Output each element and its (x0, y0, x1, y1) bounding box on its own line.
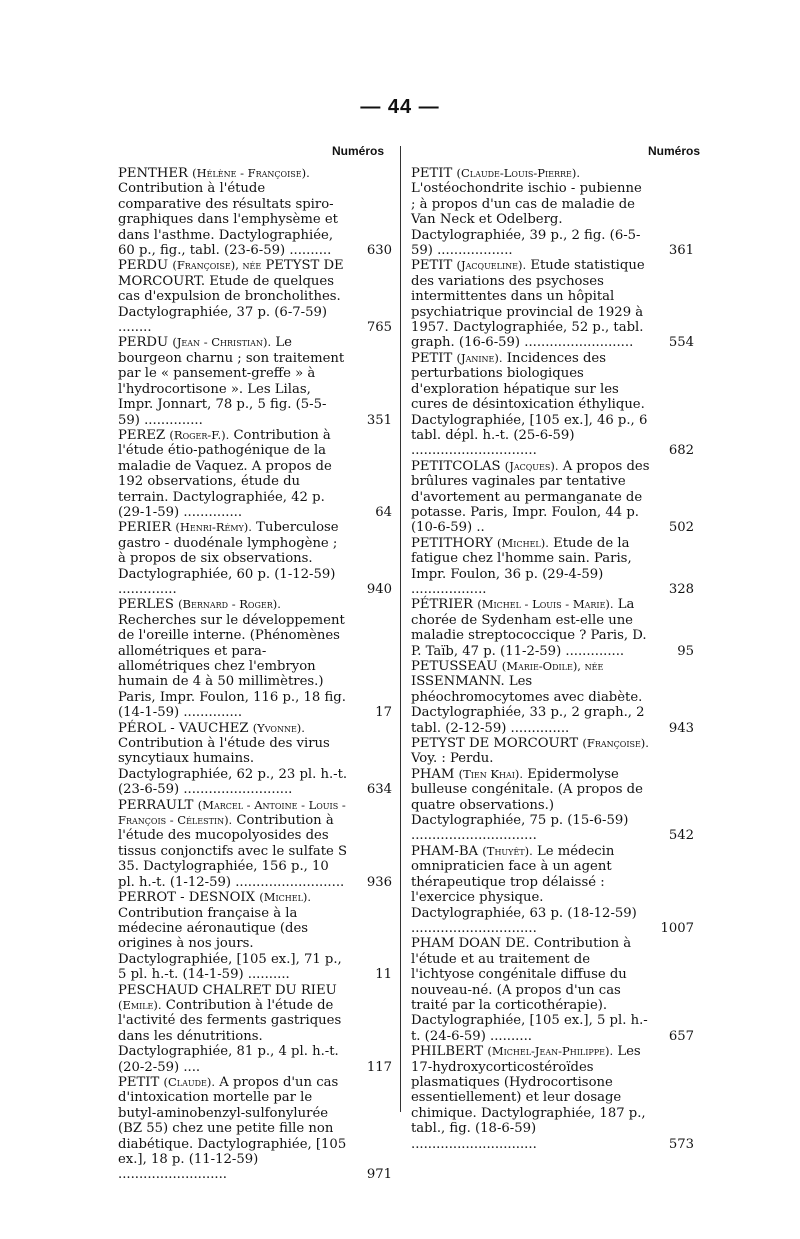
entry-description: Etude statistique des variations des psychoses intermittentes dans un hôpital psychiatrique provincial de 1929 à 1957. Dactylographiée, 52 p., tabl. graph. (16-6-59) .......................... (411, 258, 645, 351)
author-surname: PEREZ (118, 427, 166, 443)
entry-number: 554 (668, 335, 694, 351)
entry-description: Le bourgeon charnu ; son traitement par le « pansement-greffe » à l'hydrocortisone ». Les Lilas, Impr. Jonnart, 78 p., 5 fig. (5-5-59) .............. (118, 335, 345, 428)
entry-description: Contribution à l'étude des virus syncytiaux humains. Dactylographiée, 62 p., 23 pl. h.-t. (23-6-59) .......................... (118, 736, 348, 798)
entry-number: 657 (668, 1028, 694, 1044)
author-surname: PETIT (411, 258, 453, 274)
entry-description: Voy. : Perdu. (411, 751, 494, 767)
bibliography-entry (411, 736, 694, 767)
author-forenames: (Françoise). (582, 736, 649, 751)
author-forenames: (Françoise), née (172, 258, 262, 273)
entry-description: Etude de la fatigue chez l'homme sain. Paris, Impr. Foulon, 36 p. (29-4-59) .................. (411, 535, 632, 597)
bibliography-entry (411, 936, 694, 1044)
bibliography-entry (411, 459, 694, 536)
author-forenames: (Michel). (497, 535, 549, 550)
left-column (118, 166, 392, 1183)
entry-number: 765 (366, 320, 392, 336)
entry-description: Tuberculose gastro - duodénale lymphogène ; à propos de six observations. Dactylographiée, 60 p. (1-12-59) .............. (118, 520, 339, 597)
entry-number: 117 (366, 1059, 392, 1075)
author-forenames: (Yvonne). (252, 720, 305, 735)
page-number: — 44 — (360, 96, 440, 118)
bibliography-entry (411, 166, 694, 258)
author-surname: PERDU (118, 258, 169, 274)
author-surname: PERIER (118, 520, 172, 536)
author-forenames: (Jean - Christian). (172, 335, 272, 350)
author-forenames: (Claude). (163, 1074, 216, 1089)
author-surname: PETIT (411, 166, 453, 181)
entry-description: La chorée de Sydenham est-elle une maladie streptococcique ? Paris, D. P. Taïb, 47 p. (11-2-59) .............. (411, 597, 647, 659)
author-surname: PÉTRIER (411, 597, 473, 613)
author-forenames: (Henri-Rémy). (175, 520, 252, 535)
author-surname: PERDU (118, 335, 169, 351)
bibliography-entry (411, 536, 694, 598)
bibliography-entry (118, 798, 392, 890)
bibliography-entry (411, 597, 694, 659)
bibliography-entry (411, 659, 694, 736)
entry-description: Recherches sur le développement de l'oreille interne. (Phénomènes allométriques et para-allométriques chez l'embryon humain de 4 à 50 millimètres.) Paris, Impr. Foulon, 116 p., 18 fig. (14-1-59) .............. (118, 612, 346, 721)
entry-description: L'ostéochondrite ischio - pubienne ; à propos d'un cas de maladie de Van Neck et Odelberg. Dactylographiée, 39 p., 2 fig. (6-5-59) .................. (411, 181, 642, 259)
author-surname: PETITHORY (411, 535, 493, 551)
bibliography-entry (118, 721, 392, 798)
entry-number: 971 (366, 1167, 392, 1183)
left-column-header: Numéros (332, 144, 385, 158)
entry-description: Contribution à l'étude étio-pathogénique de la maladie de Vaquez. A propos de 192 observations, étude du terrain. Dactylographiée, 42 p. (29-1-59) .............. (118, 427, 332, 520)
author-surname: PHAM DOAN DE. (411, 936, 530, 952)
bibliography-entry (411, 767, 694, 844)
author-forenames: (Janine). (456, 350, 503, 365)
author-surname: PHAM-BA (411, 843, 479, 859)
entry-number: 361 (668, 243, 694, 259)
entry-description: Incidences des perturbations biologiques d'exploration hépatique sur les cures de désintoxication éthylique. Dactylographiée, [105 ex.], 46 p., 6 tabl. dépl. h.-t. (25-6-59) .............................. (411, 350, 648, 459)
bibliography-entry (118, 166, 392, 258)
author-surname: PESCHAUD CHALRET DU RIEU (118, 982, 337, 998)
author-forenames: (Marie-Odile), née (501, 659, 604, 673)
author-surname: PHAM (411, 766, 455, 782)
author-forenames: (Thuyêt). (482, 843, 533, 858)
entry-description: Contribution à l'étude et au traitement de l'ichtyose congénitale diffuse du nouveau-né. (A propos d'un cas traité par la corticothérapie). Dactylographiée, [105 ex.], 5 pl. h.-t. (24-6-59) .......... (411, 936, 648, 1044)
bibliography-entry (118, 597, 392, 720)
entry-number: 940 (366, 581, 392, 597)
bibliography-entry (118, 890, 392, 982)
author-forenames: (Michel - Louis - Marie). (477, 597, 614, 612)
author-surname: PETUSSEAU (411, 659, 498, 674)
right-column-header: Numéros (648, 144, 701, 158)
author-surname: PENTHER (118, 166, 188, 181)
bibliography-entry (118, 428, 392, 520)
entry-number: 630 (366, 243, 392, 259)
entry-number: 64 (375, 504, 392, 520)
author-forenames: (Emile). (118, 997, 162, 1012)
entry-number: 542 (668, 828, 694, 844)
entry-description: ISSENMANN. Les phéochromocytomes avec diabète. Dactylographiée, 33 p., 2 graph., 2 tabl. (2-12-59) .............. (411, 674, 645, 736)
author-surname: PETIT (411, 350, 453, 366)
right-column (411, 166, 694, 1152)
entry-description: Le médecin omnipraticien face à un agent thérapeutique trop délaissé : l'exercice physique. Dactylographiée, 63 p. (18-12-59) .............................. (411, 843, 637, 936)
bibliography-entry (411, 258, 694, 350)
author-forenames: (Jacques). (504, 458, 559, 473)
entry-number: 943 (668, 720, 694, 736)
entry-number: 682 (668, 443, 694, 459)
entry-number: 1007 (660, 920, 694, 936)
bibliography-entry (411, 1044, 694, 1152)
entry-description: A propos des brûlures vaginales par tentative d'avortement au permanganate de potasse. Paris, Impr. Foulon, 44 p. (10-6-59) .. (411, 458, 650, 536)
bibliography-entry (411, 844, 694, 936)
author-surname: PÉROL - VAUCHEZ (118, 720, 249, 736)
author-forenames: (Claude-Louis-Pierre). (456, 166, 581, 180)
author-surname: PHILBERT (411, 1044, 484, 1060)
author-forenames: (Michel-Jean-Philippe). (487, 1044, 614, 1059)
author-surname: PERROT - DESNOIX (118, 890, 255, 906)
entry-number: 351 (366, 412, 392, 428)
entry-description: Contribution à l'étude comparative des résultats spiro-graphiques dans l'emphysème et dans l'asthme. Dactylographiée, 60 p., fig., tabl. (23-6-59) .......... (118, 181, 338, 259)
author-forenames: (Bernard - Roger). (178, 597, 281, 612)
bibliography-entry (118, 335, 392, 427)
author-forenames: (Hélène - Françoise). (192, 166, 310, 180)
bibliography-entry (118, 1075, 392, 1183)
entry-description: PETYST DE MORCOURT. Etude de quelques cas d'expulsion de broncholithes. Dactylographiée, 37 p. (6-7-59) ........ (118, 258, 344, 336)
author-forenames: (Tien Khai). (458, 766, 524, 781)
entry-number: 17 (375, 705, 392, 721)
bibliography-entry (411, 351, 694, 459)
entry-number: 502 (668, 520, 694, 536)
entry-number: 936 (366, 874, 392, 890)
entry-description: Contribution à l'étude de l'activité des ferments gastriques dans les dénutritions. Dactylographiée, 81 p., 4 pl. h.-t. (20-2-59) .... (118, 997, 342, 1075)
entry-description: Les 17-hydroxycorticostéroïdes plasmatiques (Hydrocortisone essentiellement) et leur dosage chimique. Dactylographiée, 187 p., tabl., fig. (18-6-59) .............................. (411, 1044, 646, 1152)
author-surname: PETYST DE MORCOURT (411, 736, 579, 752)
entry-number: 11 (375, 967, 392, 983)
entry-number: 95 (677, 643, 694, 659)
entry-number: 573 (668, 1136, 694, 1152)
entry-description: Contribution à l'étude des mucopolyosides des tissus conjonctifs avec le sulfate S 35. Dactylographiée, 156 p., 10 pl. h.-t. (1-12-59) .......................... (118, 813, 348, 890)
author-forenames: (Jacqueline). (456, 258, 527, 273)
column-divider (400, 146, 401, 1112)
author-surname: PERRAULT (118, 797, 194, 813)
entry-description: A propos d'un cas d'intoxication mortelle par le butyl-aminobenzyl-sulfonylurée (BZ 55) chez une petite fille non diabétique. Dactylographiée, [105 ex.], 18 p. (11-12-59) .......................... (118, 1074, 347, 1183)
author-surname: PETIT (118, 1074, 160, 1090)
author-surname: PETITCOLAS (411, 458, 501, 474)
bibliography-entry (118, 258, 392, 335)
author-forenames: (Michel). (259, 890, 312, 905)
entry-description: Contribution française à la médecine aéronautique (des origines à nos jours. Dactylographiée, [105 ex.], 71 p., 5 pl. h.-t. (14-1-59) .......... (118, 905, 342, 983)
entry-number: 634 (366, 782, 392, 798)
entry-description: Epidermolyse bulleuse congénitale. (A propos de quatre observations.) Dactylographiée, 75 p. (15-6-59) .............................. (411, 766, 643, 844)
bibliography-entry (118, 520, 392, 597)
bibliography-entry (118, 983, 392, 1075)
author-forenames: (Marcel - Antoine - Louis - François - Célestin). (118, 797, 346, 828)
author-forenames: (Roger-F.). (169, 427, 230, 442)
entry-number: 328 (668, 581, 694, 597)
author-surname: PERLES (118, 597, 174, 613)
